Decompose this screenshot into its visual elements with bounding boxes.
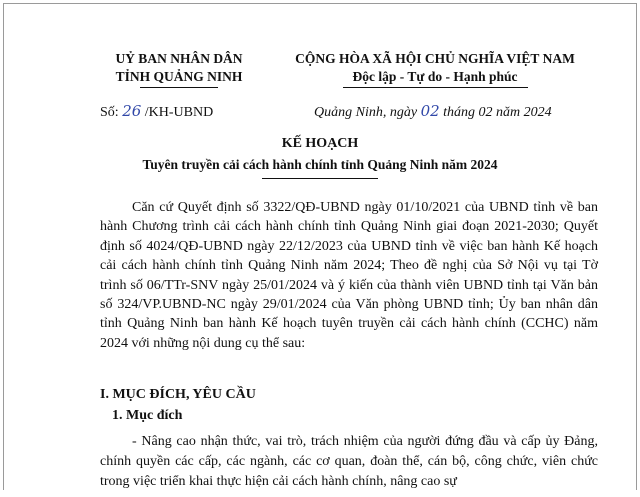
number-prefix: Số: [100, 105, 123, 120]
date-prefix: Quảng Ninh, ngày [314, 105, 421, 120]
handwritten-number: 26 [122, 102, 142, 120]
section-heading: I. MỤC ĐÍCH, YÊU CẦU [100, 387, 256, 402]
motto: Độc lập - Tự do - Hạnh phúc [352, 69, 518, 84]
issue-date [314, 102, 552, 121]
intro-paragraph: Căn cứ Quyết định số 3322/QĐ-UBND ngày 01/10/2021 của UBND tỉnh về ban hành Chương trình cải cách hành chính tỉnh Quảng Ninh giai đoạn 2021-2030; Quyết định số 4024/QĐ-UBND ngày 22/12/2023 của UBND tỉnh về việc ban hành Kế hoạch cải cách hành chính tỉnh Quảng Ninh năm 2024; Theo đề nghị của Sở Nội vụ tại Tờ trình số 06/TTr-SNV ngày 25/01/2024 và ý kiến của thành viên UBND tỉnh tại Văn bản số 324/VP.UBND-NC ngày 29/01/2024 của Văn phòng UBND tỉnh; Ủy ban nhân dân tỉnh Quảng Ninh ban hành Kế hoạch tuyên truyền cải cách hành chính (CCHC) năm 2024 với những nội dung cụ thể sau: [100, 200, 598, 351]
document-number [100, 102, 213, 121]
handwritten-day: 02 [420, 102, 440, 120]
authority-line2: TỈNH QUẢNG NINH [115, 69, 243, 84]
document-type: KẾ HOẠCH [281, 136, 359, 151]
subsection-heading: 1. Mục đích [112, 408, 183, 423]
motto-underline [343, 87, 528, 88]
page-cutoff [0, 490, 640, 497]
authority-underline [140, 87, 218, 88]
national-motto [270, 50, 600, 88]
subtitle-underline [262, 178, 378, 179]
issuing-authority [95, 50, 263, 88]
date-suffix: tháng 02 năm 2024 [439, 105, 552, 120]
country-name: CỘNG HÒA XÃ HỘI CHỦ NGHĨA VIỆT NAM [295, 51, 575, 66]
number-suffix: /KH-UBND [141, 105, 214, 120]
document-subtitle: Tuyên truyền cải cách hành chính tỉnh Quảng Ninh năm 2024 [142, 157, 498, 172]
authority-line1: UỶ BAN NHÂN DÂN [115, 51, 243, 66]
purpose-bullet: - Nâng cao nhận thức, vai trò, trách nhiệm của người đứng đầu và cấp ủy Đảng, chính quyền các cấp, các ngành, các cơ quan, đoàn thể, cán bộ, công chức, viên chức trong việc triển khai thực hiện cải cách hành chính, nâng cao sự [100, 434, 598, 489]
